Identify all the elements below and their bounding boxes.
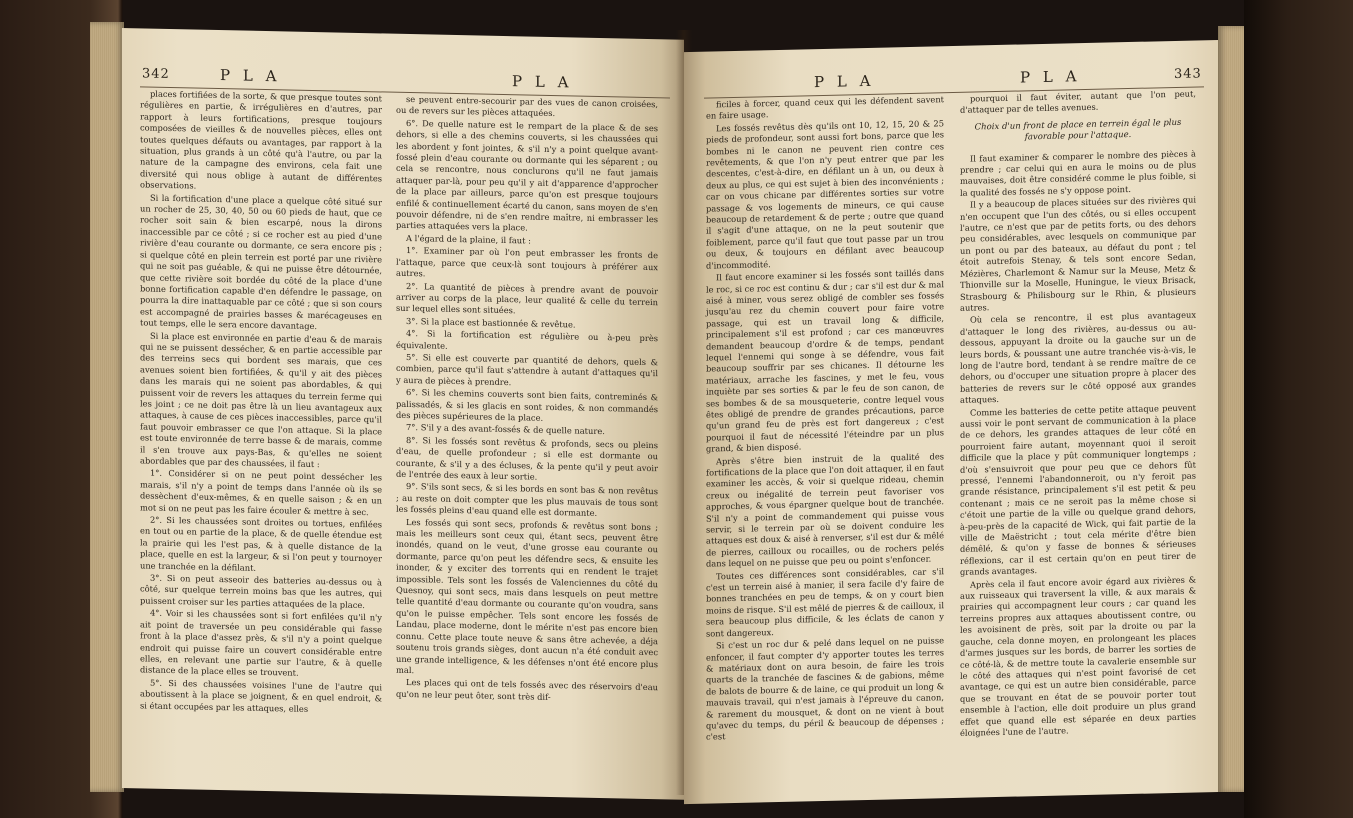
paragraph: Il y a beaucoup de places situées sur des rivières qui n'en occupent que l'un des côtés, ou si elles occupent l'autre, ce n'est que par de petits forts, ou des dehors peu considérables, avec lesquels on communique par un pont ou par des bateaux, au défaut du pont ; tel étoit autrefois Stenay, & tels sont encore Sedan, Mézières, Charlemont & Namur sur la Meuse, Metz & Thionville sur la Moselle, Huningue, le vieux Brisack, Strasbourg & Philisbourg sur le Rhin, & plusieurs autres. [960,194,1196,313]
paragraph: Après cela il faut encore avoir égard aux rivières & aux ruisseaux qui traversent la ville, & aux marais & prairies qui accompagnent leur cours ; car quand les terreins propres aux attaques aboutissent contre, ou les avoisinent de près, soit par la droite ou par la gauche, cela donne moyen, en prolongeant les places d'armes jusques sur les bords, de barrer les sorties de ce côté-là, & de mettre toute la cavalerie ensemble sur le côté des attaques qui n'est point favorisé de cet avantage, ce qui est un autre bien considérable, parce que se trouvant en état de se pouvoir porter tout ensemble à l'action, elle doit produire un plus grand effet que quand elle est séparée en deux parties éloignées l'une de l'autre. [960,574,1196,738]
paragraph: 1°. Considérer si on ne peut point dessécher les marais, s'il n'y a point de temps dans l'année où ils se dessèchent d'eux-mêmes, & en quelle saison ; & en un mot si on ne peut pas les faire écouler & mettre à sec. [140,467,382,517]
paragraph: 3°. Si la place est bastionnée & revêtue. [406,315,576,330]
paragraph: Les places qui ont de tels fossés avec des réservoirs d'eau qu'on ne leur peut ôter, sont très dif- [396,677,658,702]
paragraph: se peuvent entre-secourir par des vues de canon croisées, ou de revers sur les pièces attaquées. [396,93,658,119]
paragraph: A l'égard de la plaine, il faut : [406,232,531,246]
left-page-number: 342 [142,66,170,83]
paragraph: Les fossés qui sont secs, profonds & revêtus sont bons ; mais les meilleurs sont ceux qui, étant secs, peuvent être inondés, quand on le veut, d'une grosse eau courante ou dormante, parce qu'on peut les défendre secs, & ensuite les inonder, & y exciter des torrents qui en rendent le trajet impossible. Tels sont les fossés de Valenciennes du côté du Quesnoy, qui sont secs, mais dans lesquels on peut mettre telle quantité d'eau dormante ou courante qu'on voudra, sans qu'on le puisse empêcher. Tels sont encore les fossés de Landau, place moderne, dont le mérite n'est pas encore bien connu. Cette place toute neuve & sans être achevée, a déja soutenu trois grands sièges, dont aucun n'a été conduit avec une grande intelligence, & les défenses n'ont été encore plus mal. [396,516,658,676]
paragraph: Après s'être bien instruit de la qualité des fortifications de la place que l'on doit attaquer, il en faut examiner les accès, & voir si quelque rideau, chemin creux ou inégalité de terrein peut favoriser vos approches, & vous épargner quelque bout de tranchée. S'il n'y a point de commandement qui puisse vous servir, si le terrein par où se doivent conduire les attaques est doux & aisé à renverser, s'il est dur & mêlé de pierres, cailloux ou rocailles, ou de rochers pelés dans lequel on ne puisse que peu ou point s'enfoncer. [706,450,944,569]
left-page [122,28,684,800]
left-page-edges [90,22,124,792]
paragraph: 6°. Si les chemins couverts sont bien faits, contreminés & palissadés, & si les glacis en sont roides, & non commandés des pièces supérieures de la place. [396,387,658,423]
paragraph: 5°. Si des chaussées voisines l'une de l'autre qui aboutissent à la place se joignent, & en quel endroit, & si étant occupées par les attaques, elles [140,677,382,714]
paragraph: Si la fortification d'une place a quelque côté situé sur un rocher de 25, 30, 40, 50 ou 60 pieds de haut, que ce rocher soit sain & bien escarpé, nous la dirons inaccessible par ce côté ; si ce rocher est au pied d'une rivière d'eau courante ou dormante, ce sera encore pis ; si quelque côté en plein terrein est porté par une rivière qui ne soit pas guéable, & qui ne puisse être détournée, que cette rivière soit bordée du côté de la place d'une bonne fortification capable d'en défendre le passage, on pourra la dire inattaquable par ce côté ; que si son cours est accompagné de prairies basses & marécageuses en tout temps, elle le sera encore davantage. [140,192,382,332]
right-cover [1244,0,1353,818]
paragraph: places fortifiées de la sorte, & que presque toutes sont régulières en partie, & irrégulières en d'autres, par rapport à leurs fortifications, presque toujours composées de vieilles & de nouvelles pièces, elles ont toutes quelques défauts ou avantages, par rapport à la situation, plus grands à un côté qu'à l'autre, ou par la nature de la campagne des environs, cela fait une diversité qui nous oblige à autant de différentes observations. [140,88,382,191]
paragraph: 4°. Si la fortification est régulière ou à-peu près équivalente. [396,328,658,351]
paragraph: 2°. Si les chaussées sont droites ou tortues, enfilées en tout ou en partie de la place, & de quelle étendue est la prairie qui les l'est pas, & à quelle distance de la place, quelle en est la largeur, & si l'on peut y tournoyer une tranchée en la défilant. [140,514,382,573]
right-running-head: P L A [1020,67,1081,87]
paragraph: 8°. Si les fossés sont revêtus & profonds, secs ou pleins d'eau, de quelle profondeur ; si elle est dormante ou courante, & s'il y a des écluses, & la pente qu'il y peut avoir de l'entrée des eaux à leur sortie. [396,434,658,482]
paragraph: 6°. De quelle nature est le rempart de la place & de ses dehors, si elle a des chemins couverts, si les chaussées qui les abordent y font jointes, & s'il n'y a point quelque avant-fossé plein d'eau courante ou dormante qui les séparent ; ou cela se rencontre, nous conclurons qu'il ne faut jamais attaquer par-là, pour peu qu'il y ait d'apparence d'approcher de la place par ailleurs, parce qu'on est presque toujours enfilé & continuellement écarté du canon, sans moyen de s'en pouvoir défendre, ni de s'en rendre maître, ni embrasser les parties attaquées vers la place. [396,117,658,233]
paragraph: Il faut encore examiner si les fossés sont taillés dans le roc, si ce roc est continu & dur ; car s'il est dur & mal aisé à miner, vous serez obligé de combler ses fossés jusqu'au rez du chemin couvert pour faire votre passage, qui est un travail long & difficile, principalement s'il est profond ; car ces manœuvres demandent beaucoup d'ordre & de temps, pendant lequel l'ennemi qui songe à se défendre, vous fait beaucoup souffrir par ses chicanes. Il détourne les matériaux, arrache les fascines, y met le feu, vous inquiète par ses sorties & par le feu de son canon, de ses bombes & de sa mousqueterie, contre lequel vous êtes obligé de prendre de grandes précautions, parce qu'un grand feu de près est fort dangereux ; c'est pourquoi il faut de nécessité l'éteindre par un plus grand, & bien disposé. [706,267,944,454]
left-page-column-1 [140,88,382,717]
paragraph: 4°. Voir si les chaussées sont si fort enfilées qu'il n'y ait point de traversée un peu considérable qui fasse front à la place d'assez près, & s'il n'y a point quelque endroit qui puisse faire un couvert considérable entre elles, en relevant une partie sur l'autre, & à quelle distance de la place elles se trouvent. [140,607,382,679]
paragraph: 9°. S'ils sont secs, & si les bords en sont bas & non revêtus ; au reste on doit compter que les plus mauvais de tous sont les fossés pleins d'eau quand elle est dormante. [396,481,658,519]
paragraph: Comme les batteries de cette petite attaque peuvent aussi voir le pont servant de communication à la place de ce dehors, les grandes attaques de leur côté en pourroient faire autant, moyennant quoi il seroit difficile que la place y pût communiquer longtemps ; d'où s'ensuivroit que pour peu que ce dehors fût pressé, l'ennemi l'abandonneroit, ou n'y feroit pas grande résistance, principalement s'il est petit & peu contenant ; mais ce ne seroit pas la même chose si c'étoit une partie de la ville ou quelque grand dehors, à-peu-près de la capacité de Wick, qui fait partie de la ville de Maëstricht ; tout cela mérite d'être bien démêlé, & qu'on y fasse de bonnes & sérieuses réflexions, car il est certain qu'on en peut tirer de grands avantages. [960,402,1196,578]
paragraph: Si la place est environnée en partie d'eau & de marais qui ne se puissent dessécher, & en partie accessible par des terreins secs qui bordent ses marais, que ces avenues soient bien fortifiées, & qu'il y ait des pièces dans les marais qui ne soient pas abordables, & qui puissent voir de revers les attaques du terrein ferme qui les joint ; ce ne doit pas être là un lieu avantageux aux attaques, à cause de ces pièces inaccessibles, parce qu'il faut pouvoir embrasser ce que l'on attaque. Si la place est toute environnée de terre basse & de marais, comme il s'en trouve aux pays-Bas, & qu'elles ne soient abordables que par des chaussées, il faut : [140,330,382,470]
paragraph: Toutes ces différences sont considérables, car s'il c'est un terrein aisé à manier, il sera facile d'y faire de bonnes tranchées en peu de temps, & on y court bien moins de risque. S'il est mêlé de pierres & de cailloux, il sera beaucoup plus difficile, & les éclats de canon y sont dangereux. [706,565,944,639]
paragraph: Si c'est un roc dur & pelé dans lequel on ne puisse enfoncer, il faut compter d'y apporter toutes les terres & matériaux dont on aura besoin, de faire les trois quarts de la tranchée de fascines & de gabions, même de balots de bourre & de laine, ce qui produit un long & mauvais travail, qui n'est jamais à l'épreuve du canon, & rarement du mousquet, & dont on ne vient à bout qu'avec du temps, du péril & beaucoup de dépenses ; c'est [706,635,944,742]
right-page-column-2 [960,88,1196,740]
paragraph: 5°. Si elle est couverte par quantité de dehors, quels & combien, parce qu'il faut s'attendre à autant d'attaques qu'il y aura de pièces à prendre. [396,351,658,387]
right-page-number: 343 [1174,66,1202,82]
paragraph: Il faut examiner & comparer le nombre des pièces à prendre ; car celui qui en aura le moins ou de plus mauvaises, doit être considéré comme le plus foible, si la qualité des fossés ne s'y oppose point. [960,148,1196,198]
paragraph: 1°. Examiner par où l'on peut embrasser les fronts de l'attaque, parce que ceux-là sont toujours à préférer aux autres. [396,245,658,279]
right-page-edges [1218,26,1244,792]
right-page [684,40,1218,804]
right-page-column-1 [706,94,944,744]
paragraph: 3°. Si on peut asseoir des batteries au-dessus ou à côté, sur quelque terrein moins bas que les autres, qui puissent croiser sur les parties attaquées de la place. [140,572,382,610]
right-running-head-first: P L A [814,71,875,92]
paragraph: 7°. S'il y a des avant-fossés & de quelle nature. [406,422,605,437]
paragraph: ficiles à forcer, quand ceux qui les défendent savent en faire usage. [706,94,944,122]
left-page-column-2 [396,94,658,707]
paragraph: Les fossés revêtus dès qu'ils ont 10, 12, 15, 20 & 25 pieds de profondeur, sont aussi fort bons, parce que les bombes ni le canon ne peuvent rien contre ces revêtements, & que l'on n'y peut entrer que par les descentes, c'est-à-dire, en défilant un à un, ou deux à deux au plus, ce qui est sujet à bien des inconvénients ; car on vous chicane par différentes sorties sur votre passage & vos logements de mineurs, ce qui cause beaucoup de retardement & de perte ; outre que quand il s'agit d'une attaque, on ne la peut soutenir que foiblement, parce qu'il faut que tout passe par un trou ou deux, & toujours en défilant avec beaucoup d'incommodité. [706,118,944,271]
left-running-head-second: P L A [512,72,573,92]
paragraph: pourquoi il faut éviter, autant que l'on peut, d'attaquer par de telles avenues. [960,88,1196,116]
left-running-head: P L A [220,66,281,86]
paragraph: 2°. La quantité de pièces à prendre avant de pouvoir arriver au corps de la place, leur qualité & celle du terrein sur lequel elles sont situées. [396,280,658,316]
paragraph: Où cela se rencontre, il est plus avantageux d'attaquer le long des rivières, au-dessus ou au-dessous, appuyant la droite ou la gauche sur un de leurs bords, & poussant une autre tranchée vis-à-vis, le long de l'autre bord, tendant à se rendre maître de ce dehors, ou d'occuper une situation propre à placer des batteries de revers sur le côté opposé aux grandes attaques. [960,309,1196,406]
section-subtitle: Choix d'un front de place en terrein égal le plus favorable pour l'attaque. [974,117,1182,143]
